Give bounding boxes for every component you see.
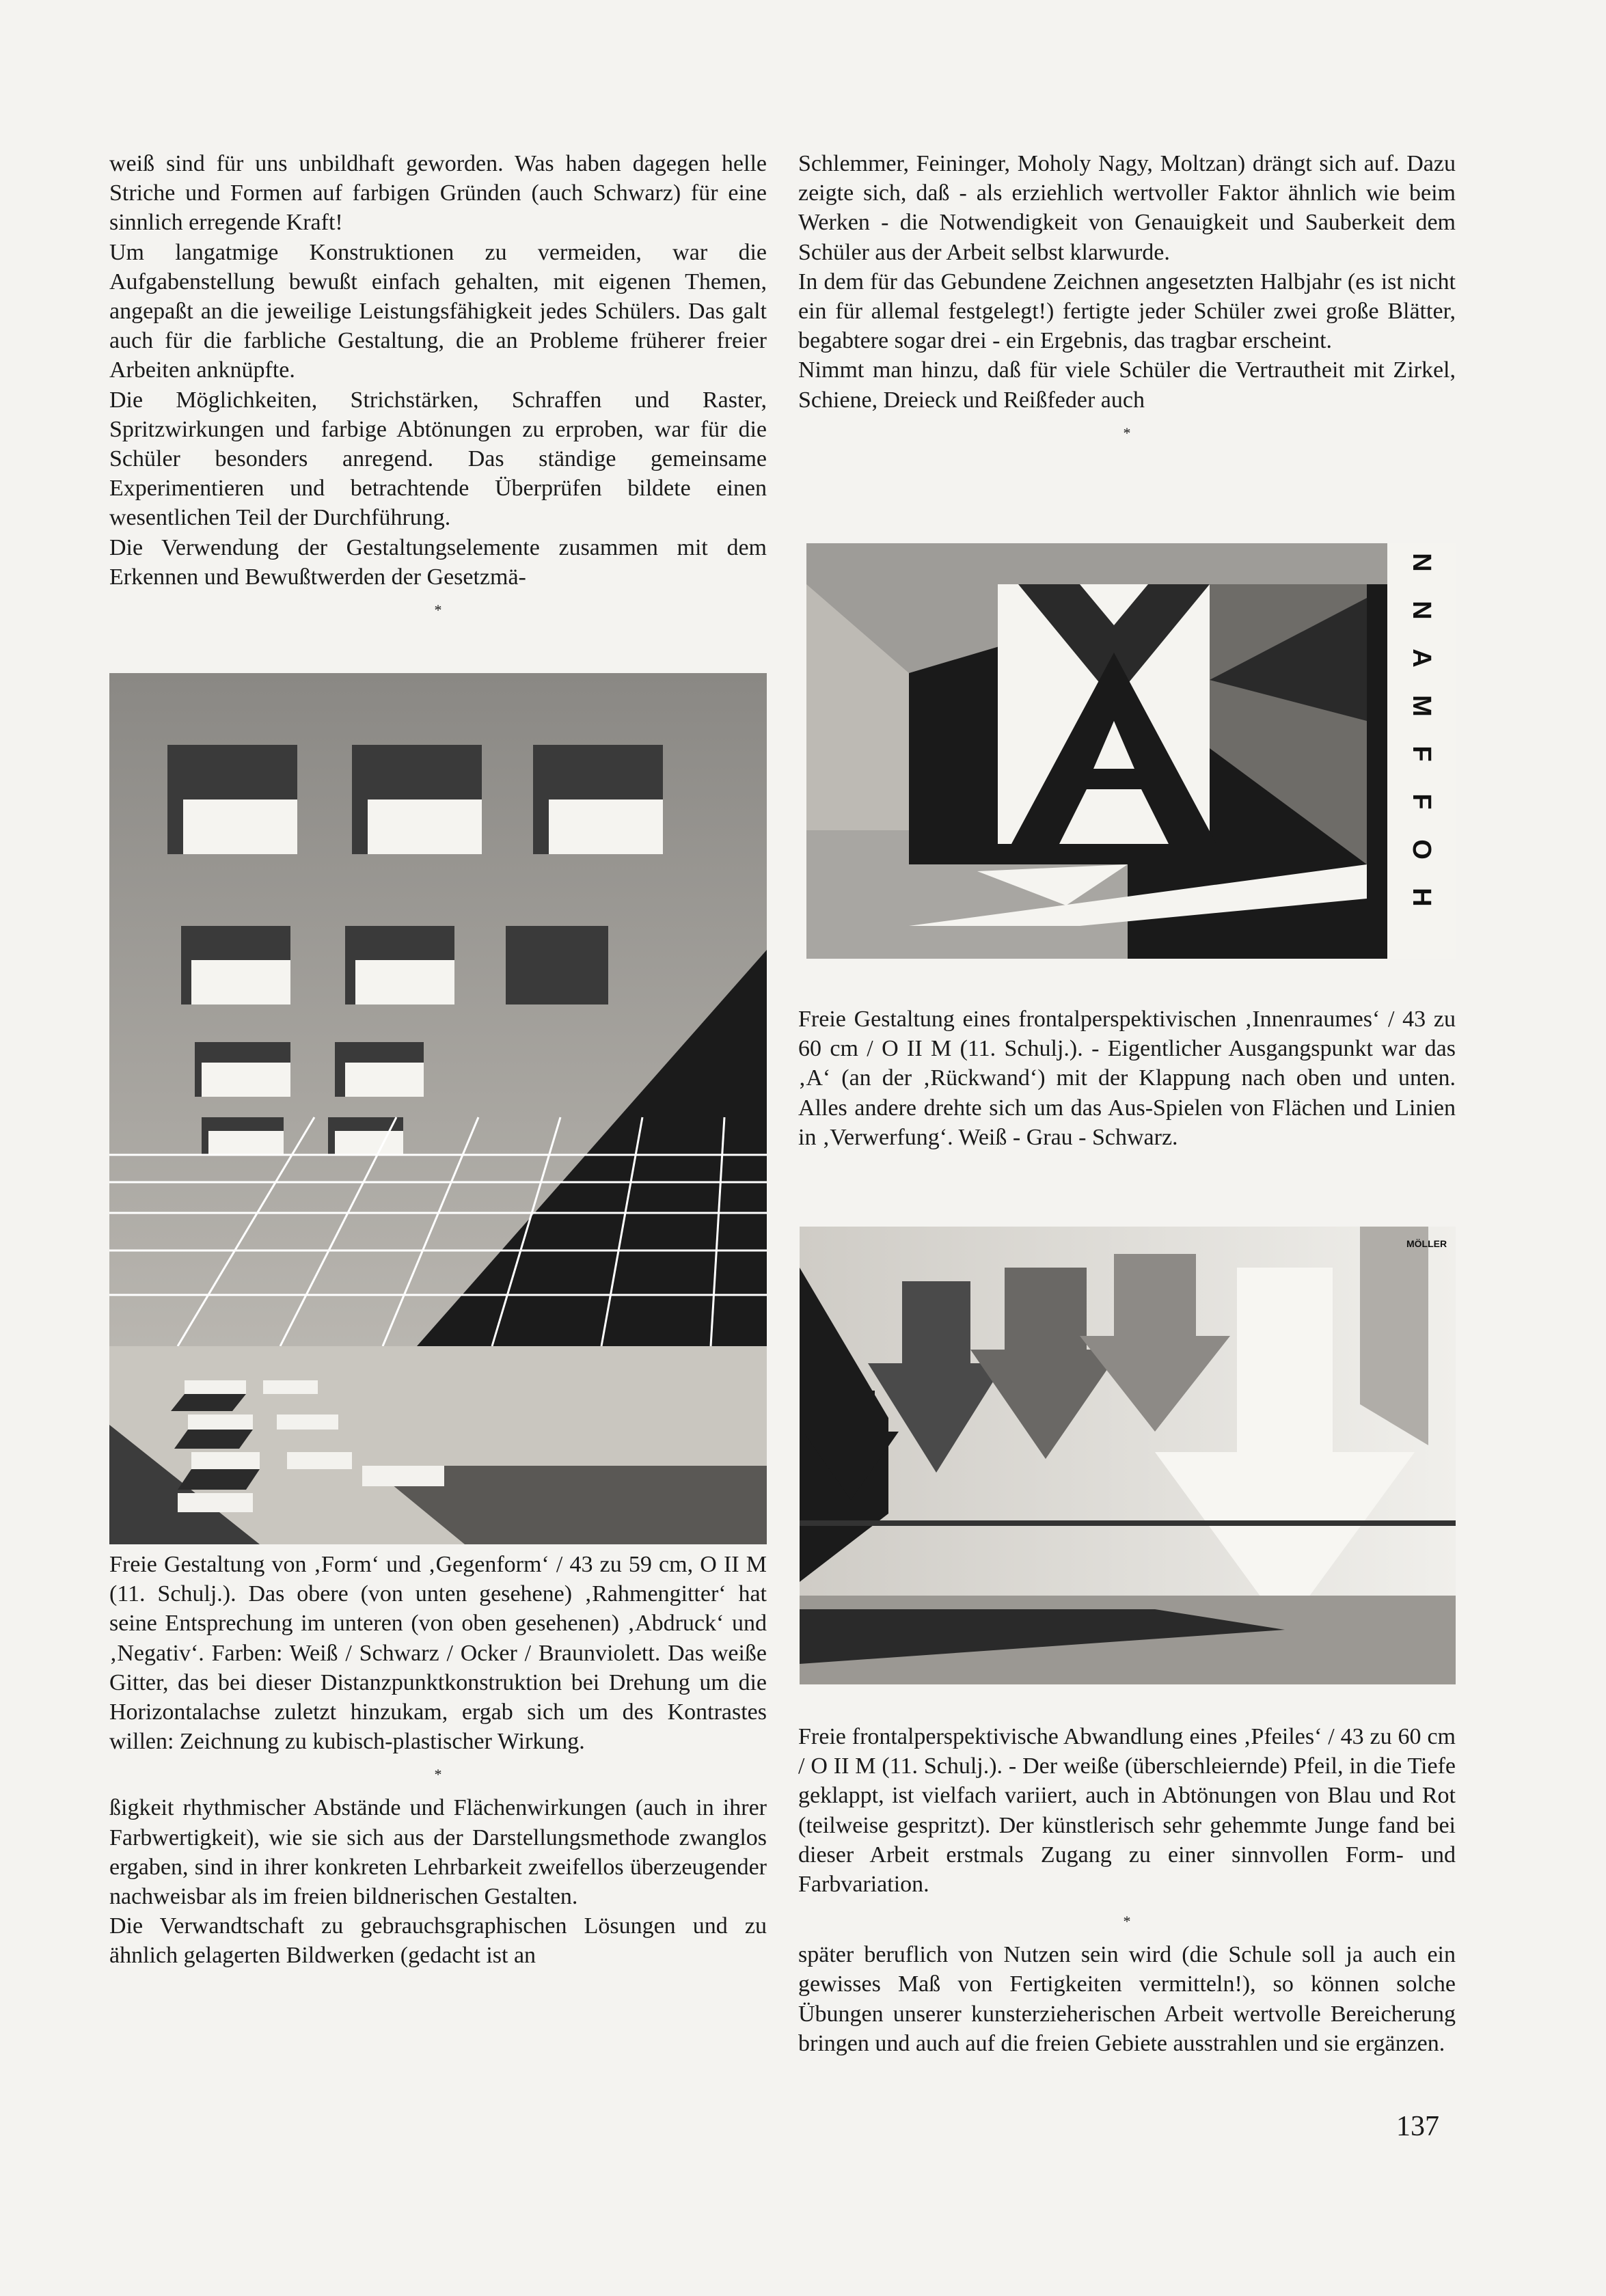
signature-letter: N <box>1407 553 1436 572</box>
right-caption-1-block <box>798 1004 1456 1152</box>
figure-caption: Freie frontalperspektivische Abwandlung eines ‚Pfeiles‘ / 43 zu 60 cm / O II M (11. Schulj.). - Der weiße (überschleiernde) Pfeil, in die Tiefe geklappt, ist vielfach variiert, auch in Abtönungen von Blau und Rot (teilweise gespritzt). Der künstlerisch sehr gehemmte Junge fand bei dieser Arbeit erstmals Zugang zu einer sinnvollen Form- und Farbvariation. <box>798 1724 1456 1898</box>
section-separator: * <box>434 1766 442 1784</box>
paragraph: Die Verwandtschaft zu gebrauchsgraphischen Lösungen und zu ähnlich gelagerten Bildwerken (gedacht ist an <box>109 1913 767 1969</box>
right-column-bottom <box>798 1722 1456 2058</box>
section-separator: * <box>1123 1913 1131 1930</box>
signature-letter: M <box>1407 695 1436 717</box>
paragraph: In dem für das Gebundene Zeichnen angesetzten Halbjahr (es ist nicht ein für allemal festgelegt!) fertigte jeder Schüler zwei große Blätter, begabtere sogar drei - ein Ergebnis, das tragbar erscheint. <box>798 269 1456 354</box>
section-separator: * <box>434 601 442 619</box>
signature-letter: F <box>1407 793 1436 810</box>
arrow-artwork <box>800 1227 1456 1684</box>
left-column-top <box>109 149 767 629</box>
page-number: 137 <box>1396 2111 1439 2142</box>
paragraph: Die Möglichkeiten, Strichstärken, Schraffen und Raster, Spritzwirkungen und farbige Abtönungen zu erproben, war für die Schüler besonders anregend. Das ständige gemeinsame Experimentieren und betrachtende Überprüfen bildete einen wesentlichen Teil der Durchführung. <box>109 387 767 531</box>
signature-letter: H <box>1407 888 1436 907</box>
artwork-signature: MÖLLER <box>1406 1238 1447 1249</box>
paragraph: später beruflich von Nutzen sein wird (die Schule soll ja auch ein gewisses Maß von Fertigkeiten vermitteln!), so können solche Übungen unserer kunsterzieherischen Arbeit wertvolle Bereicherung bringen und auch auf die freien Gebiete ausstrahlen und sie ergänzen. <box>798 1942 1456 2056</box>
signature-letter: O <box>1407 839 1436 860</box>
a-artwork <box>806 543 1456 959</box>
left-column-bottom <box>109 1550 767 1971</box>
section-separator: * <box>1123 424 1131 441</box>
grid-artwork <box>109 673 767 1544</box>
right-column-top <box>798 149 1456 452</box>
paragraph: Die Verwendung der Gestaltungselemente zusammen mit dem Erkennen und Bewußtwerden der Gesetzmä- <box>109 534 767 590</box>
paragraph: Schlemmer, Feininger, Moholy Nagy, Moltzan) drängt sich auf. Dazu zeigte sich, daß - als erziehlich wertvoller Faktor ähnlich wie beim Werken - die Notwendigkeit von Genauigkeit und Sauberkeit dem Schüler aus der Arbeit selbst klarwurde. <box>798 151 1456 265</box>
figure-caption: Freie Gestaltung von ‚Form‘ und ‚Gegenform‘ / 43 zu 59 cm, O II M (11. Schulj.). Das obere (von unten gesehene) ‚Rahmengitter‘ hat seine Entsprechung im unteren (von oben gesehenen) ‚Abdruck‘ und ‚Negativ‘. Farben: Weiß / Schwarz / Ocker / Braunviolett. Das weiße Gitter, das bei dieser Distanzpunktkonstruktion bei Drehung um die Horizontalachse zuletzt hinzukam, ergab sich um des Kontrastes willen: Zeichnung zu kubisch-plastischer Wirkung. <box>109 1552 767 1755</box>
signature-letter: N <box>1407 601 1436 620</box>
figure-caption: Freie Gestaltung eines frontalperspektivischen ‚Innenraumes‘ / 43 zu 60 cm / O II M (11. Schulj.). - Eigentlicher Ausgangspunkt war das ‚A‘ (an der ‚Rückwand‘) mit der Klappung nach oben und unten. Alles andere drehte sich um das Aus-Spielen von Flächen und Linien in ‚Verwerfung‘. Weiß - Grau - Schwarz. <box>798 1007 1456 1150</box>
paragraph: Nimmt man hinzu, daß für viele Schüler die Vertrautheit mit Zirkel, Schiene, Dreieck und Reißfeder auch <box>798 357 1456 413</box>
paragraph: weiß sind für uns unbildhaft geworden. Was haben dagegen helle Striche und Formen auf farbigen Gründen (auch Schwarz) für eine sinnlich erregende Kraft! <box>109 151 767 236</box>
signature-letter: A <box>1407 648 1436 668</box>
signature-letter: F <box>1407 746 1436 762</box>
paragraph: ßigkeit rhythmischer Abstände und Flächenwirkungen (auch in ihrer Farbwertigkeit), wie sie sich aus der Darstellungsmethode zwanglos ergaben, sind in ihrer konkreten Lehrbarkeit zweifellos überzeugender nachweisbar als im freien bildnerischen Gestalten. <box>109 1795 767 1910</box>
paragraph: Um langatmige Konstruktionen zu vermeiden, war die Aufgabenstellung bewußt einfach gehalten, mit eigenen Themen, angepaßt an die jeweilige Leistungsfähigkeit jedes Schülers. Das galt auch für die farbliche Gestaltung, die an Probleme früherer freier Arbeiten anknüpfte. <box>109 239 767 383</box>
